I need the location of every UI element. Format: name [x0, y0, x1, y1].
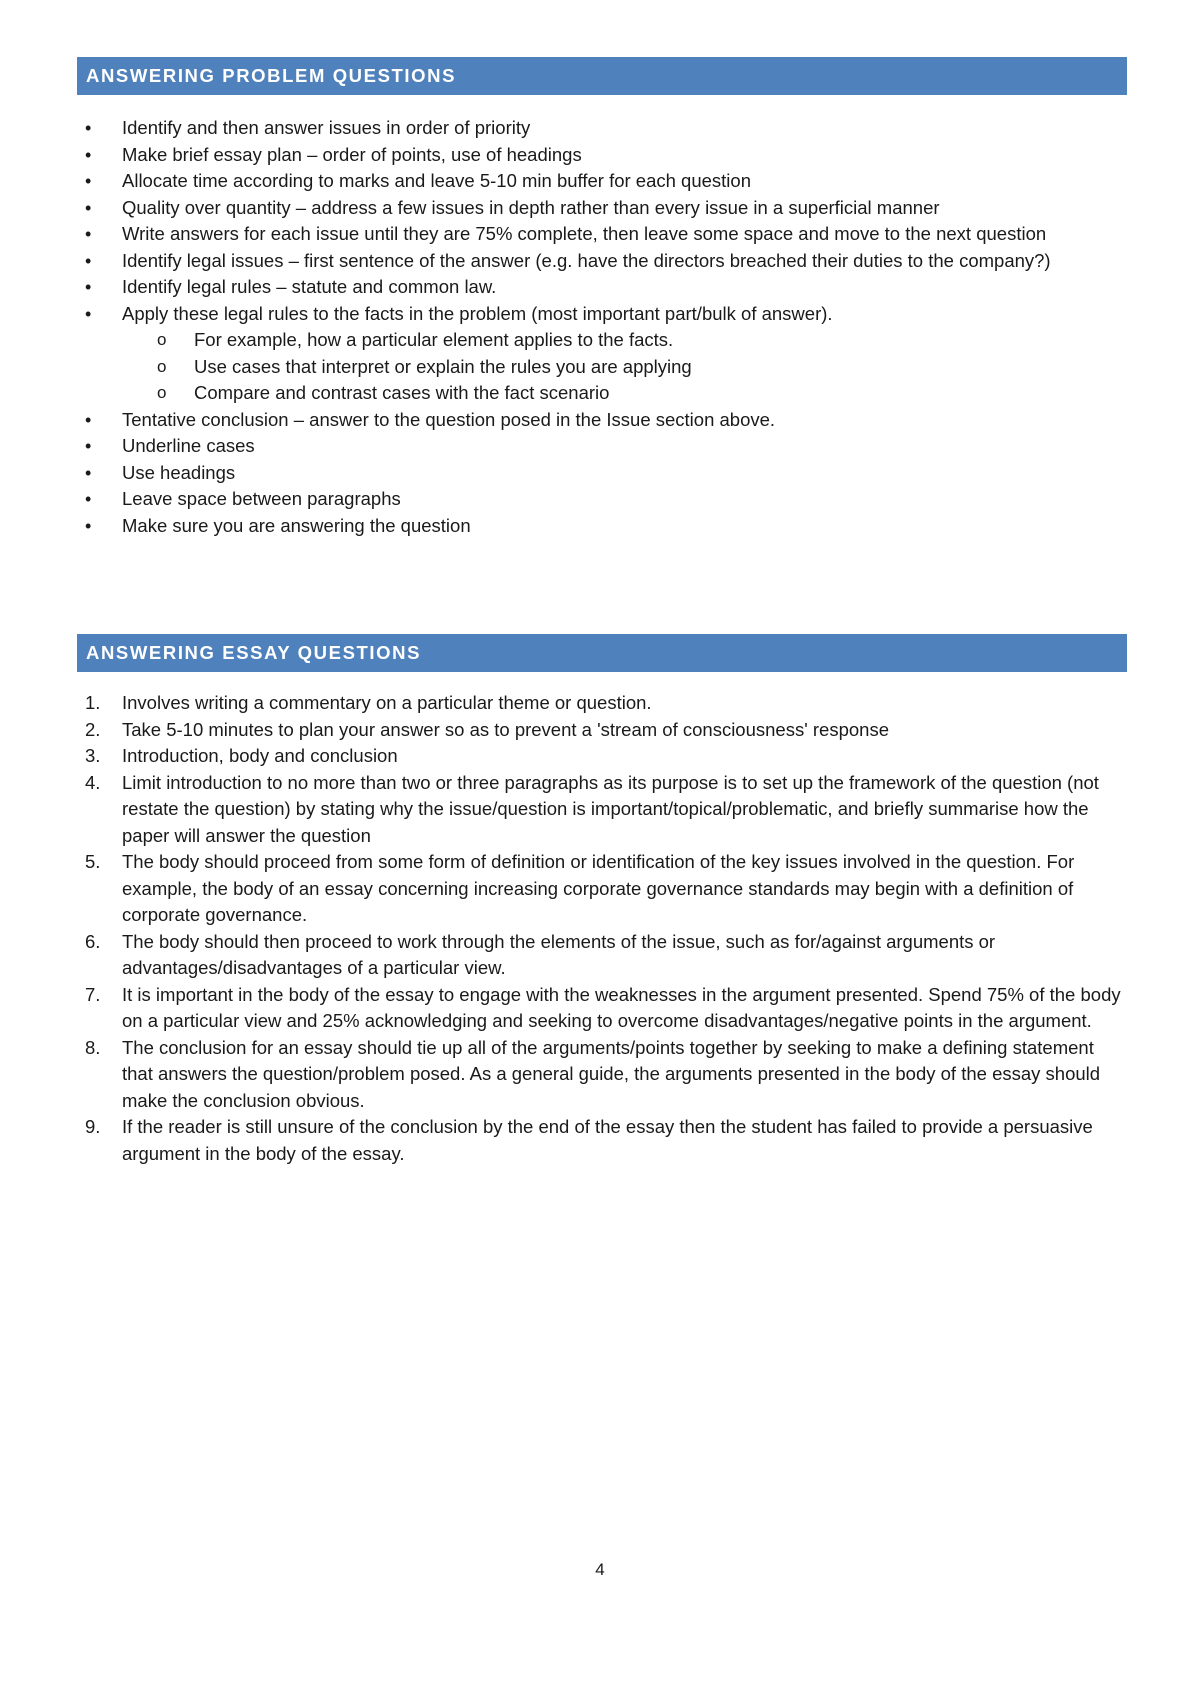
- list-item: [77, 486, 1127, 513]
- bullet-marker: •: [85, 489, 92, 509]
- problem-questions-bullet-list: [77, 115, 1127, 539]
- page-number: 4: [595, 1560, 605, 1579]
- bullet-marker: •: [85, 515, 92, 536]
- list-item: [77, 115, 1127, 142]
- list-item-text: Leave space between paragraphs: [122, 488, 401, 509]
- item-number: 1.: [85, 692, 101, 713]
- numbered-list-item: [77, 770, 1127, 850]
- bullet-marker: •: [85, 409, 92, 430]
- list-item: [77, 274, 1127, 301]
- list-item: [77, 460, 1127, 487]
- bullet-marker: •: [85, 171, 92, 191]
- numbered-item-text: Take 5-10 minutes to plan your answer so as to prevent a 'stream of consciousness' response: [122, 718, 889, 740]
- bullet-marker: •: [85, 436, 92, 456]
- numbered-item-text: The body should proceed from some form of definition or identification of the key issues involved in the question. For example, the body of an essay concerning increasing corporate governance standards may begin with a definition of corporate governance.: [122, 851, 1075, 925]
- item-number: 6.: [85, 930, 101, 952]
- numbered-item-text: Involves writing a commentary on a particular theme or question.: [122, 692, 652, 713]
- list-item-text: Allocate time according to marks and leave 5-10 min buffer for each question: [122, 170, 751, 191]
- numbered-item-text: The body should then proceed to work through the elements of the issue, such as for/against arguments or advantages/disadvantages of a particular view.: [122, 930, 996, 978]
- list-item-text: Identify and then answer issues in order of priority: [122, 117, 531, 138]
- item-number: 3.: [85, 745, 101, 766]
- sub-list-item: [77, 380, 1127, 407]
- item-number: 5.: [85, 851, 101, 872]
- list-item: [77, 142, 1127, 169]
- list-item: [77, 301, 1127, 328]
- list-item: [77, 433, 1127, 460]
- list-item-text: Identify legal issues – first sentence of the answer (e.g. have the directors breached their duties to the company?): [122, 249, 1051, 271]
- numbered-list-item: [77, 982, 1127, 1035]
- list-item-text: Identify legal rules – statute and common law.: [122, 276, 497, 297]
- bullet-marker: •: [85, 303, 92, 324]
- numbered-item-text: Limit introduction to no more than two or three paragraphs as its purpose is to set up the framework of the question (not restate the question) by stating why the issue/question is important/topical/problematic, and briefly summarise how the paper will answer the question: [122, 771, 1099, 846]
- numbered-list-item: [77, 1035, 1127, 1115]
- list-item: [77, 168, 1127, 195]
- sub-list-item: [77, 327, 1127, 354]
- list-item: [77, 221, 1127, 248]
- bullet-marker: •: [85, 277, 92, 297]
- list-item-text: Apply these legal rules to the facts in the problem (most important part/bulk of answer).: [122, 302, 833, 324]
- list-item-text: Make sure you are answering the question: [122, 514, 471, 536]
- item-number: 7.: [85, 983, 101, 1005]
- bullet-marker: •: [85, 224, 92, 244]
- bullet-marker: •: [85, 462, 92, 483]
- section-heading-problem-questions: ANSWERING PROBLEM QUESTIONS: [77, 57, 1127, 95]
- numbered-list-item: [77, 717, 1127, 744]
- numbered-list-item: [77, 690, 1127, 717]
- numbered-item-text: If the reader is still unsure of the conclusion by the end of the essay then the student has failed to provide a persuasive argument in the body of the essay.: [122, 1116, 1093, 1164]
- numbered-item-text: The conclusion for an essay should tie up all of the arguments/points together by seeking to make a defining statement that answers the question/problem posed. As a general guide, the arguments presented in the body of the essay should make the conclusion obvious.: [122, 1036, 1101, 1111]
- item-number: 9.: [85, 1116, 101, 1137]
- item-number: 8.: [85, 1036, 101, 1058]
- bullet-marker: •: [85, 144, 92, 165]
- list-item-text: Make brief essay plan – order of points, use of headings: [122, 143, 582, 165]
- sub-list-item-text: For example, how a particular element applies to the facts.: [194, 329, 674, 350]
- numbered-list-item: [77, 1114, 1127, 1167]
- bullet-marker: •: [85, 250, 92, 271]
- numbered-list-item: [77, 929, 1127, 982]
- list-item-text: Underline cases: [122, 435, 255, 456]
- item-number: 4.: [85, 771, 101, 793]
- item-number: 2.: [85, 718, 101, 740]
- list-item-text: Use headings: [122, 461, 236, 483]
- numbered-list-item: [77, 849, 1127, 929]
- section-heading-essay-questions: ANSWERING ESSAY QUESTIONS: [77, 634, 1127, 672]
- sub-list-item-text: Use cases that interpret or explain the rules you are applying: [194, 355, 692, 377]
- bullet-marker: •: [85, 197, 92, 218]
- list-item: [77, 195, 1127, 222]
- sub-bullet-marker: o: [157, 330, 167, 349]
- list-item-text: Tentative conclusion – answer to the question posed in the Issue section above.: [122, 408, 776, 430]
- list-item: [77, 407, 1127, 434]
- list-item: [77, 248, 1127, 275]
- numbered-list-item: [77, 743, 1127, 770]
- sub-bullet-marker: o: [157, 383, 167, 402]
- sub-bullet-marker: o: [157, 356, 167, 376]
- list-item-text: Quality over quantity – address a few issues in depth rather than every issue in a superficial manner: [122, 196, 940, 218]
- numbered-item-text: Introduction, body and conclusion: [122, 745, 398, 766]
- bullet-marker: •: [85, 118, 92, 138]
- list-item: [77, 513, 1127, 540]
- essay-questions-numbered-list: [77, 690, 1127, 1167]
- sub-list-item: [77, 354, 1127, 381]
- list-item-text: Write answers for each issue until they are 75% complete, then leave some space and move to the next question: [122, 223, 1047, 244]
- sub-list-item-text: Compare and contrast cases with the fact scenario: [194, 382, 610, 403]
- numbered-item-text: It is important in the body of the essay to engage with the weaknesses in the argument presented. Spend 75% of the body on a particular view and 25% acknowledging and seeking to overcome disadvantages/negative points in the argument.: [122, 983, 1121, 1031]
